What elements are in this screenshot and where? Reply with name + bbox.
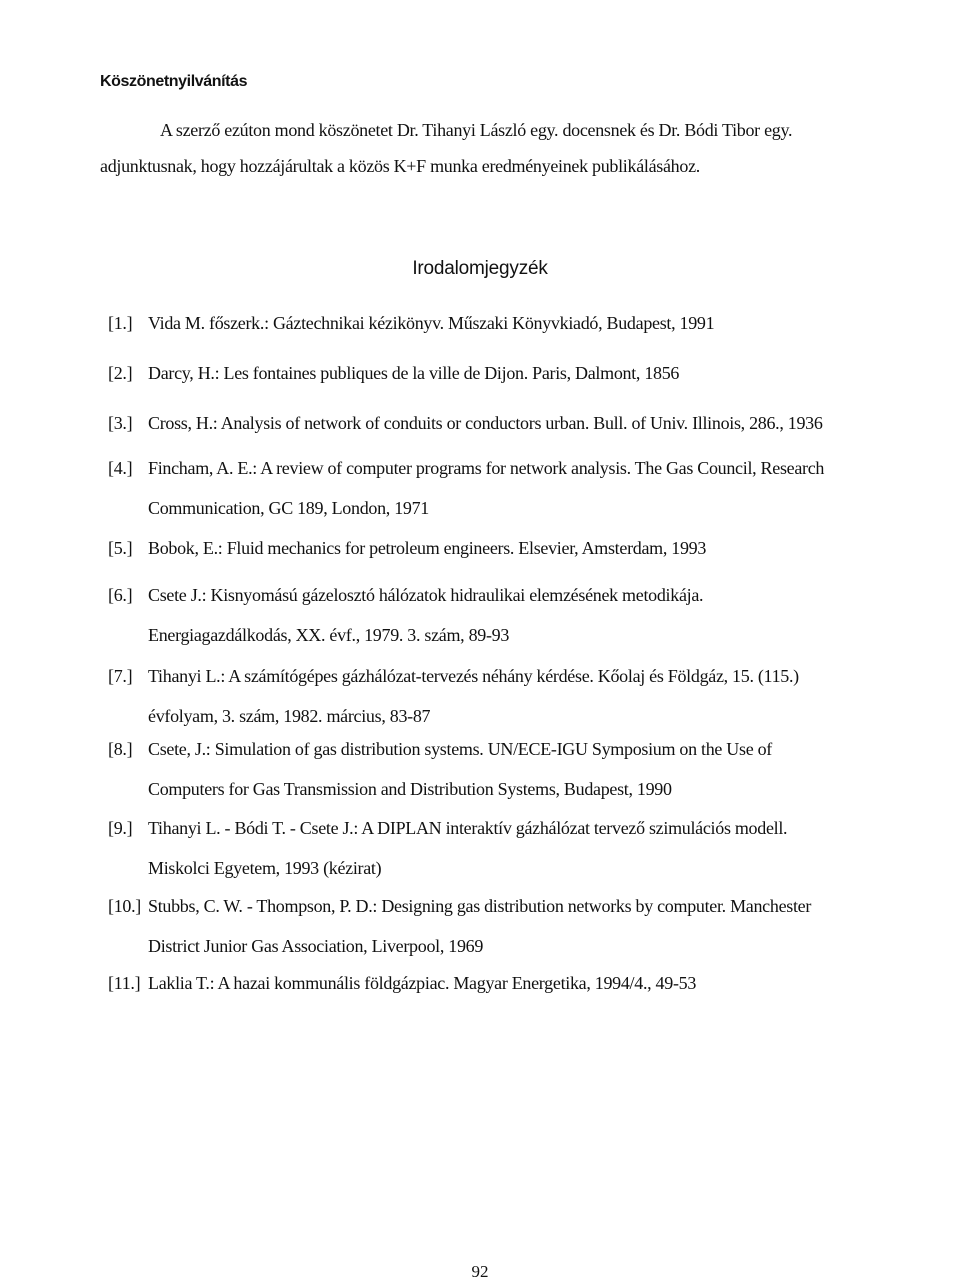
reference-item-9 (108, 808, 888, 888)
acknowledgement-line-1: A szerző ezúton mond köszönetet Dr. Tihanyi László egy. docensnek és Dr. Bódi Tibor egy. (160, 120, 793, 140)
reference-number: [8.] (108, 739, 133, 759)
reference-item-5 (108, 528, 888, 568)
reference-text: Cross, H.: Analysis of network of conduits or conductors urban. Bull. of Univ. Illinois, 286., 1936 (148, 413, 823, 433)
reference-text-continued: Communication, GC 189, London, 1971 (148, 498, 429, 518)
reference-number: [10.] (108, 896, 141, 916)
reference-item-10 (108, 886, 888, 966)
reference-number: [5.] (108, 538, 133, 558)
reference-text: Csete J.: Kisnyomású gázelosztó hálózatok hidraulikai elemzésének metodikája. (148, 585, 704, 605)
reference-number: [7.] (108, 666, 133, 686)
reference-text: Darcy, H.: Les fontaines publiques de la ville de Dijon. Paris, Dalmont, 1856 (148, 363, 680, 383)
reference-text: Tihanyi L. - Bódi T. - Csete J.: A DIPLAN interaktív gázhálózat tervező szimulációs modell. (148, 818, 788, 838)
reference-text: Vida M. főszerk.: Gáztechnikai kézikönyv. Műszaki Könyvkiadó, Budapest, 1991 (148, 313, 715, 333)
reference-item-7 (108, 656, 888, 736)
reference-item-2 (108, 353, 888, 393)
reference-text: Csete, J.: Simulation of gas distribution systems. UN/ECE-IGU Symposium on the Use of (148, 739, 772, 759)
acknowledgement-paragraph (100, 112, 890, 184)
page-number: 92 (471, 1262, 489, 1281)
acknowledgement-heading: Köszönetnyilvánítás (100, 73, 248, 90)
reference-number: [4.] (108, 458, 133, 478)
reference-text-continued: Miskolci Egyetem, 1993 (kézirat) (148, 858, 382, 878)
reference-text-continued: évfolyam, 3. szám, 1982. március, 83-87 (148, 706, 431, 726)
reference-text-continued: Computers for Gas Transmission and Distribution Systems, Budapest, 1990 (148, 779, 672, 799)
reference-text-continued: District Junior Gas Association, Liverpool, 1969 (148, 936, 484, 956)
acknowledgement-line-2: adjunktusnak, hogy hozzájárultak a közös K+F munka eredményeinek publikálásához. (100, 156, 700, 176)
reference-item-4 (108, 448, 888, 528)
references-heading: Irodalomjegyzék (412, 258, 548, 279)
reference-text: Fincham, A. E.: A review of computer programs for network analysis. The Gas Council, Research (148, 458, 825, 478)
reference-text: Stubbs, C. W. - Thompson, P. D.: Designing gas distribution networks by computer. Manchester (148, 896, 812, 916)
reference-number: [1.] (108, 313, 133, 333)
reference-number: [3.] (108, 413, 133, 433)
reference-item-6 (108, 575, 888, 655)
reference-item-1 (108, 303, 888, 343)
reference-number: [11.] (108, 973, 141, 993)
reference-text-continued: Energiagazdálkodás, XX. évf., 1979. 3. szám, 89-93 (148, 625, 510, 645)
reference-number: [9.] (108, 818, 133, 838)
reference-text: Tihanyi L.: A számítógépes gázhálózat-tervezés néhány kérdése. Kőolaj és Földgáz, 15. (115.) (148, 666, 799, 686)
reference-number: [2.] (108, 363, 133, 383)
reference-item-3 (108, 403, 888, 443)
reference-number: [6.] (108, 585, 133, 605)
reference-item-8 (108, 729, 888, 809)
reference-text: Bobok, E.: Fluid mechanics for petroleum engineers. Elsevier, Amsterdam, 1993 (148, 538, 707, 558)
reference-item-11 (108, 963, 888, 1003)
reference-text: Laklia T.: A hazai kommunális földgázpiac. Magyar Energetika, 1994/4., 49-53 (148, 973, 697, 993)
